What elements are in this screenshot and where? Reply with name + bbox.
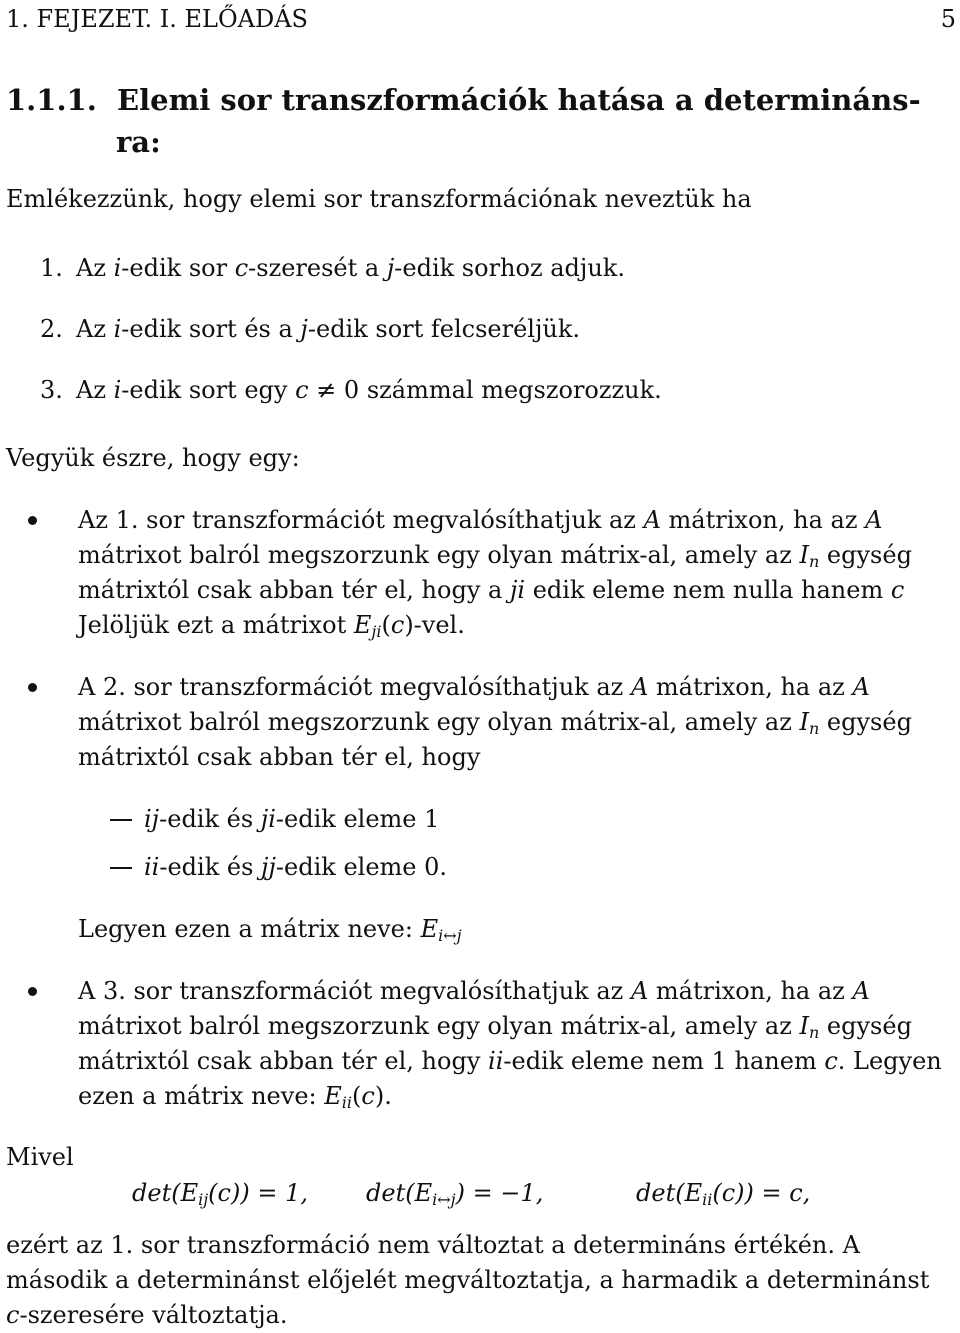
equation-1: $\det(E_{ij}(c)) = 1$, — [132, 1179, 308, 1209]
bullet3-line3: mátrixtól csak abban tér el, hogy ii-edik eleme nem 1 hanem c. Legyen — [78, 1047, 942, 1075]
bullet2-line1: A 2. sor transzformációt megvalósíthatjuk az A mátrixon, ha az A — [78, 673, 870, 701]
bullet1-line2: mátrixot balról megszorzunk egy olyan mátrix-al, amely az $I_n$ egység — [78, 541, 912, 571]
bullet2-legyen: Legyen ezen a mátrix neve: $E_{i\leftrightarrow j}$ — [78, 915, 462, 945]
intro-paragraph: Emlékezzünk, hogy elemi sor transzformációnak neveztük ha — [6, 185, 752, 213]
bullet2-line3: mátrixtól csak abban tér el, hogy — [78, 743, 481, 771]
conclusion-line1: ezért az 1. sor transzformáció nem változtat a determináns értékén. A — [6, 1231, 860, 1259]
bullet3-line4: ezen a mátrix neve: $E_{ii}(c)$. — [78, 1082, 392, 1112]
bullet-dot — [28, 683, 37, 692]
equation-3: $\det(E_{ii}(c)) = c$, — [636, 1179, 811, 1209]
bullet3-line1: A 3. sor transzformációt megvalósíthatjuk az A mátrixon, ha az A — [78, 977, 870, 1005]
bullet3-line2: mátrixot balról megszorzunk egy olyan mátrix-al, amely az $I_n$ egység — [78, 1012, 912, 1042]
bullet2-sub1: ij-edik és ji-edik eleme 1 — [144, 805, 440, 833]
bullet-dot — [28, 987, 37, 996]
bullet1-line1: Az 1. sor transzformációt megvalósíthatjuk az A mátrixon, ha az A — [78, 506, 883, 534]
dash-marker — [110, 819, 132, 821]
bullet1-line4: Jelöljük ezt a mátrixot $E_{ji}(c)$-vel. — [78, 611, 465, 641]
dash-marker — [110, 867, 132, 869]
mivel-word: Mivel — [6, 1143, 74, 1171]
bullet1-line3: mátrixtól csak abban tér el, hogy a ji edik eleme nem nulla hanem c — [78, 576, 905, 604]
section-number: 1.1.1. — [6, 83, 97, 117]
bullet-dot — [28, 516, 37, 525]
page-number: 5 — [940, 5, 956, 33]
section-title-line1: Elemi sor transzformációk hatása a determináns- — [117, 83, 921, 117]
bullet2-sub2: ii-edik és jj-edik eleme 0. — [144, 853, 448, 881]
observation-lead: Vegyük észre, hogy egy: — [6, 444, 300, 472]
running-header — [6, 4, 956, 34]
header-chapter: 1. FEJEZET. I. ELŐADÁS — [6, 5, 308, 33]
equation-2: $\det(E_{i\leftrightarrow j}) = -1$, — [366, 1179, 544, 1209]
conclusion-line2: második a determinánst előjelét megváltoztatja, a harmadik a determinánst — [6, 1266, 930, 1294]
bullet2-line2: mátrixot balról megszorzunk egy olyan mátrix-al, amely az $I_n$ egység — [78, 708, 912, 738]
section-title — [6, 82, 921, 118]
enum-item-1: 1. Az i-edik sor c-szeresét a j-edik sorhoz adjuk. — [40, 254, 625, 282]
enum-item-2: 2. Az i-edik sort és a j-edik sort felcseréljük. — [40, 315, 581, 343]
section-title-continued: ra: — [116, 125, 161, 159]
enum-item-3: 3. Az i-edik sort egy c ≠ 0 számmal megszorozzuk. — [40, 376, 662, 404]
conclusion-line3: c-szeresére változtatja. — [6, 1301, 288, 1329]
